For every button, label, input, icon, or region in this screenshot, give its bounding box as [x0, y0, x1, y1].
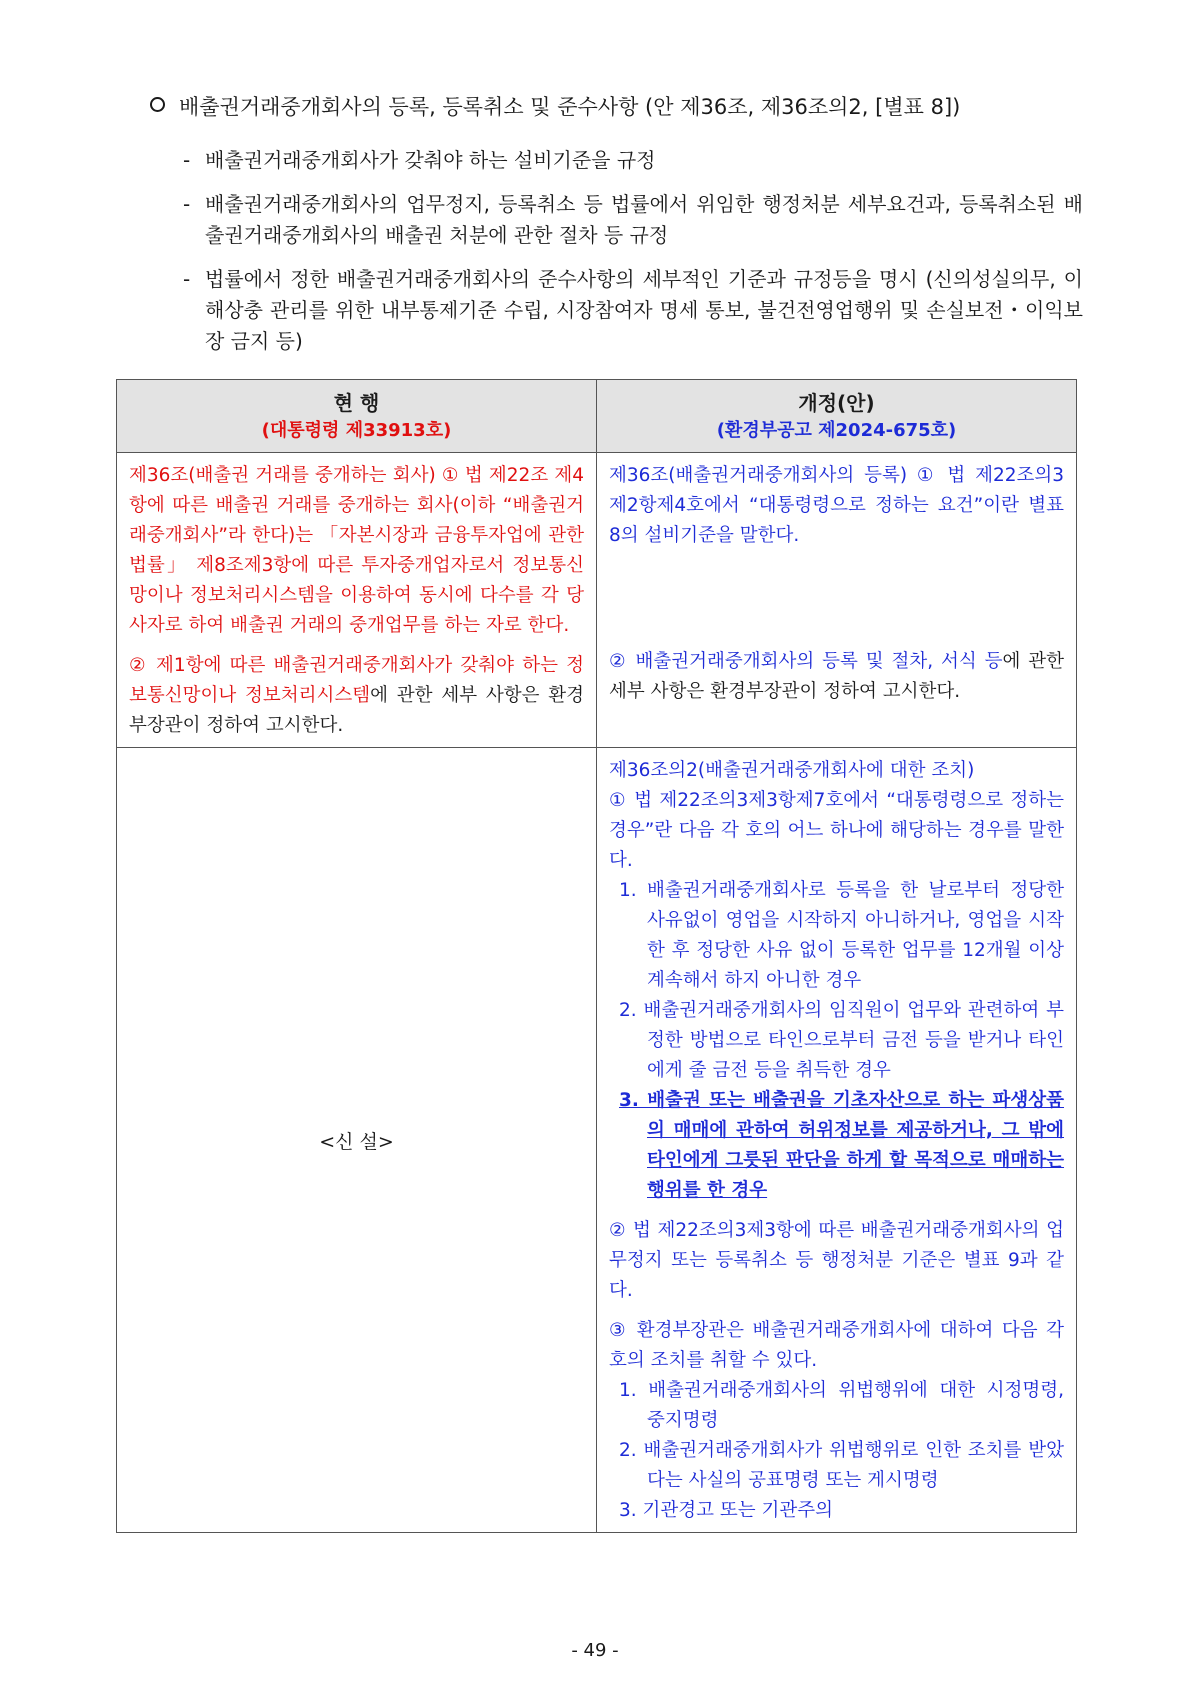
revised-article-36-2-para2: ② 법 제22조의3제3항에 따른 배출권거래중개회사의 업무정지 또는 등록취소 등 행정처분 기준은 별표 9과 같다.: [609, 1220, 1064, 1301]
revised-article-36-2-title: 제36조의2(배출권거래중개회사에 대한 조치): [609, 760, 975, 781]
list-item: 2. 배출권거래중개회사가 위법행위로 인한 조치를 받았다는 사실의 공표명령 또는 게시명령: [619, 1440, 1064, 1491]
section-heading: [150, 92, 1110, 122]
revised-article-36-para2: [609, 647, 1064, 707]
summary-bullets: [183, 145, 1083, 370]
table-row: [117, 748, 1077, 1533]
header-revised-title: 개정(안): [798, 391, 875, 415]
header-revised-sub: (환경부공고 제2024-675호): [716, 420, 957, 441]
summary-bullet: [183, 264, 1083, 357]
current-new-placeholder: <신 설>: [117, 748, 597, 1533]
revised-article-36-2: [597, 748, 1077, 1533]
current-article-36-para1: 제36조(배출권 거래를 중개하는 회사) ① 법 제22조 제4항에 따른 배출권 거래를 중개하는 회사(이하 “배출권거래중개회사”라 한다)는 「자본시장과 금융투자업에 관한 법률」 제8조제3항에 따른 투자중개업자로서 정보통신망이나 정보처리시스템을 이용하여 동시에 다수를 각 당사자로 하여 배출권 거래의 중개업무를 하는 자로 한다.: [129, 465, 584, 636]
list-item-new-provision: 3. 배출권 또는 배출권을 기초자산으로 하는 파생상품의 매매에 관하여 허위정보를 제공하거나, 그 밖에 타인에게 그릇된 판단을 하게 할 목적으로 매매하는 행위를 한 경우: [619, 1090, 1064, 1201]
revised-article-36: [597, 453, 1077, 748]
dash-icon: -: [183, 148, 191, 172]
circle-bullet-icon: [150, 97, 165, 112]
dash-icon: -: [183, 267, 191, 291]
header-revised: [597, 380, 1077, 453]
page-number: - 49 -: [571, 1640, 619, 1661]
current-para2-changed: ② 제1항에 따른 배출권거래중개회사가 갖춰야 하는 정보통신망이나 정보처리시스템: [129, 655, 584, 706]
summary-bullet: [183, 189, 1083, 251]
header-current-title: 현 행: [333, 391, 380, 415]
revised-article-36-2-para3: ③ 환경부장관은 배출권거래중개회사에 대하여 다음 각 호의 조치를 취할 수 있다.: [609, 1320, 1064, 1371]
section-heading-text: 배출권거래중개회사의 등록, 등록취소 및 준수사항 (안 제36조, 제36조의2, [별표 8]): [179, 95, 961, 119]
revised-para2-unchanged: 에 관한 세부 사항은 환경부장관이 정하여 고시한다.: [609, 651, 1064, 702]
dash-icon: -: [183, 192, 191, 216]
list-item: 1. 배출권거래중개회사의 위법행위에 대한 시정명령, 중지명령: [619, 1380, 1064, 1431]
current-para2-unchanged: 에 관한 세부 사항은 환경부장관이 정하여 고시한다.: [129, 685, 584, 736]
header-current: [117, 380, 597, 453]
current-article-36: [117, 453, 597, 748]
comparison-table: [116, 379, 1077, 1533]
revised-para2-changed: ② 배출권거래중개회사의 등록 및 절차, 서식 등: [609, 651, 1003, 672]
list-item: 1. 배출권거래중개회사로 등록을 한 날로부터 정당한 사유없이 영업을 시작하지 아니하거나, 영업을 시작한 후 정당한 사유 없이 등록한 업무를 12개월 이상 계속해서 하지 아니한 경우: [619, 880, 1064, 991]
current-article-36-para2: [129, 651, 584, 741]
table-row: [117, 453, 1077, 748]
revised-article-36-2-para1: ① 법 제22조의3제3항제7호에서 “대통령령으로 정하는 경우”란 다음 각 호의 어느 하나에 해당하는 경우를 말한다.: [609, 790, 1064, 871]
summary-bullet-text: 법률에서 정한 배출권거래중개회사의 준수사항의 세부적인 기준과 규정등을 명시 (신의성실의무, 이해상충 관리를 위한 내부통제기준 수립, 시장참여자 명세 통보, 불건전영업행위 및 손실보전・이익보장 금지 등): [205, 267, 1083, 353]
revised-article-36-para1: 제36조(배출권거래중개회사의 등록) ① 법 제22조의3 제2항제4호에서 “대통령령으로 정하는 요건”이란 별표 8의 설비기준을 말한다.: [609, 465, 1064, 546]
list-item: 2. 배출권거래중개회사의 임직원이 업무와 관련하여 부정한 방법으로 타인으로부터 금전 등을 받거나 타인에게 줄 금전 등을 취득한 경우: [619, 1000, 1064, 1081]
table-header-row: [117, 380, 1077, 453]
header-current-sub: (대통령령 제33913호): [261, 420, 452, 441]
summary-bullet-text: 배출권거래중개회사의 업무정지, 등록취소 등 법률에서 위임한 행정처분 세부요건과, 등록취소된 배출권거래중개회사의 배출권 처분에 관한 절차 등 규정: [205, 192, 1083, 247]
summary-bullet: [183, 145, 1083, 176]
list-item: 3. 기관경고 또는 기관주의: [619, 1500, 834, 1521]
summary-bullet-text: 배출권거래중개회사가 갖춰야 하는 설비기준을 규정: [205, 148, 656, 172]
